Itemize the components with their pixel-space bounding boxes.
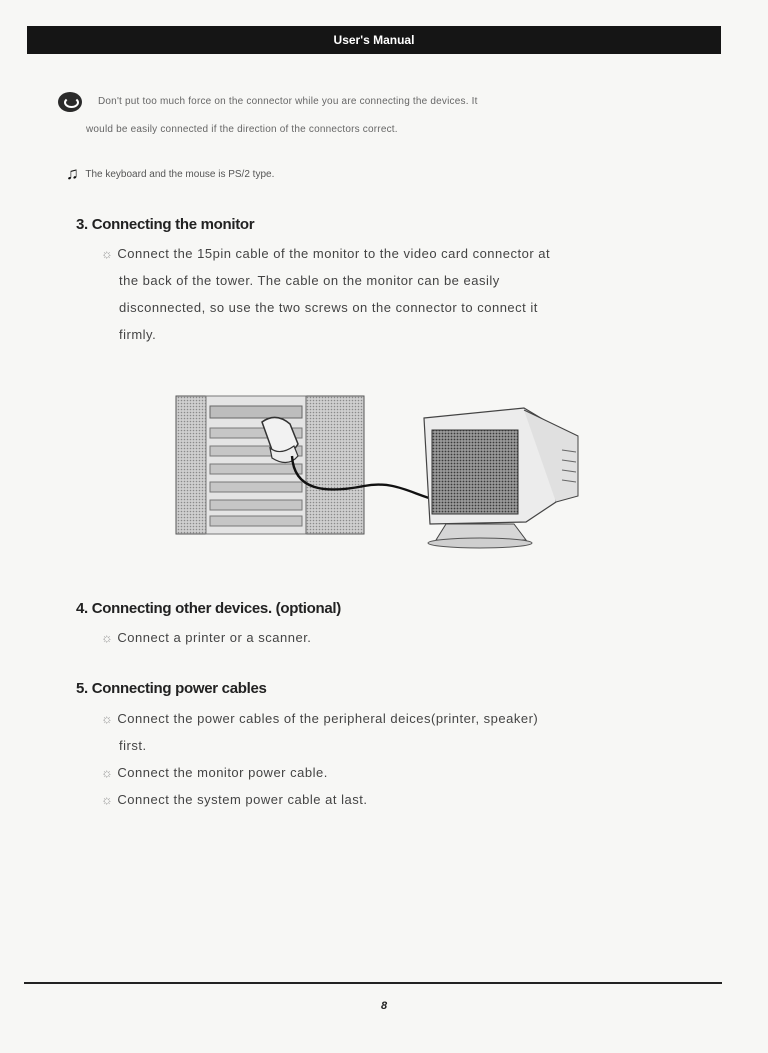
- power-instruction-2: ☼ Connect the monitor power cable.: [101, 765, 328, 780]
- header-title: User's Manual: [333, 33, 415, 47]
- header-bar: [27, 26, 721, 54]
- caution-note-line-1: Don't put too much force on the connector while you are connecting the devices. It: [98, 96, 478, 107]
- footer-divider: [24, 982, 722, 984]
- monitor-instruction-line-3: disconnected, so use the two screws on the connector to connect it: [119, 300, 538, 315]
- other-devices-instruction: ☼ Connect a printer or a scanner.: [101, 630, 312, 645]
- power-instruction-1: ☼ Connect the power cables of the peripheral deices(printer, speaker): [101, 711, 539, 726]
- caution-note: [62, 88, 722, 144]
- bullet-icon: ☼: [101, 765, 114, 780]
- power-instruction-3: ☼ Connect the system power cable at last.: [101, 792, 368, 807]
- music-note-icon: ♫: [66, 164, 79, 183]
- bullet-icon: ☼: [101, 792, 114, 807]
- caution-icon: [58, 92, 82, 112]
- tip-text: The keyboard and the mouse is PS/2 type.: [85, 169, 275, 180]
- page-number: 8: [380, 1000, 388, 1012]
- bullet-icon: ☼: [101, 711, 114, 726]
- monitor-instruction: [101, 240, 721, 348]
- tip-note: [66, 164, 274, 184]
- tower-back-panel: [176, 396, 364, 534]
- monitor-instruction-line-1: ☼ Connect the 15pin cable of the monitor to the video card connector at: [101, 246, 551, 261]
- caution-note-line-2: would be easily connected if the direction of the connectors correct.: [86, 124, 398, 135]
- power-instruction-1-cont: first.: [119, 738, 147, 753]
- section-title-monitor: 3. Connecting the monitor: [76, 216, 255, 233]
- section-title-other-devices: 4. Connecting other devices. (optional): [76, 600, 341, 617]
- monitor-drawing: [424, 408, 578, 548]
- monitor-instruction-line-4: firmly.: [119, 327, 157, 342]
- bullet-icon: ☼: [101, 246, 114, 261]
- power-cables-instructions: [101, 705, 721, 813]
- section-title-power-cables: 5. Connecting power cables: [76, 680, 267, 697]
- bullet-icon: ☼: [101, 630, 114, 645]
- monitor-instruction-line-2: the back of the tower. The cable on the monitor can be easily: [119, 273, 500, 288]
- monitor-connection-illustration: [174, 390, 594, 555]
